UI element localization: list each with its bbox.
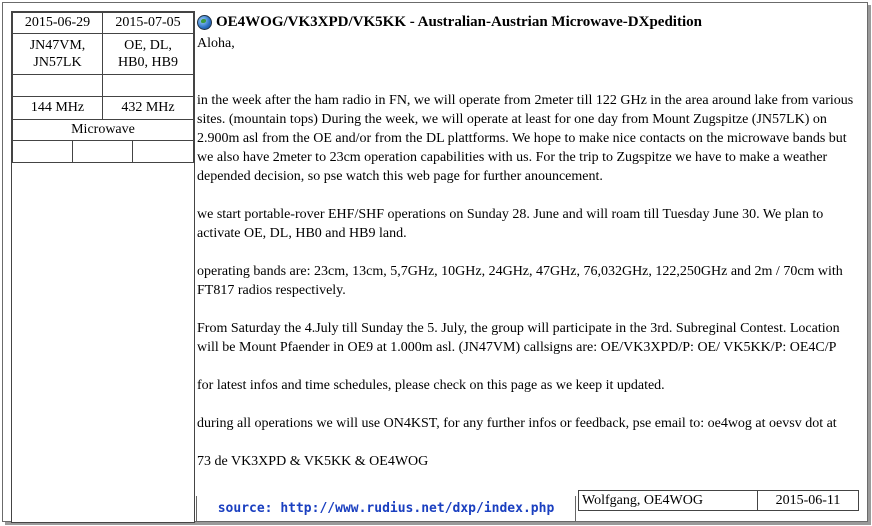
paragraph-6: during all operations we will use ON4KST, for any further infos or feedback, pse email to: oe4wog at oevsv dot at (197, 416, 837, 431)
empty-cell-right (102, 74, 194, 97)
mode-label: Microwave (12, 119, 194, 141)
message-title (197, 14, 702, 31)
paragraph-1: in the week after the ham radio in FN, we will operate from 2meter till 122 GHz in the area around lake from various sites. (mountain tops) During the week, we will operate at least for one day from Mount Zugspitze (JN57LK) on 2.900m asl from the OE and/or from the DL plattforms. We hope to make nice contacts on the microwave bands but we also have 2meter to 23cm operation capabilities with us. For the trip to Zugspitze we have to make a weather depended decision, so pse watch this web page for further anouncement. (197, 93, 854, 184)
band-low: 144 MHz (12, 96, 103, 120)
locator-line-1: JN47VM, (29, 38, 86, 53)
message-panel (195, 11, 859, 489)
info-panel (11, 11, 195, 523)
post-date-cell: 2015-06-11 (757, 490, 859, 511)
empty-cell-b (72, 140, 133, 163)
start-date: 2015-06-29 (12, 12, 103, 34)
empty-cell-c (132, 140, 194, 163)
locator-line-2: JN57LK (33, 55, 82, 70)
countries-line-2: HB0, HB9 (118, 55, 178, 70)
paragraph-3: operating bands are: 23cm, 13cm, 5,7GHz, 10GHz, 24GHz, 47GHz, 76,032GHz, 122,250GHz and 2m / 70cm with FT817 radios respectively. (197, 264, 843, 298)
author-cell: Wolfgang, OE4WOG (578, 490, 758, 511)
paragraph-5: for latest infos and time schedules, please check on this page as we keep it updated. (197, 378, 665, 393)
greeting: Aloha, (197, 36, 235, 51)
end-date: 2015-07-05 (102, 12, 194, 34)
countries-line-1: OE, DL, (124, 38, 172, 53)
paragraph-7: 73 de VK3XPD & VK5KK & OE4WOG (197, 454, 429, 469)
empty-cell-left (12, 74, 103, 97)
locator-cell (12, 33, 103, 75)
paragraph-2: we start portable-rover EHF/SHF operations on Sunday 28. June and will roam till Tuesday June 30. We plan to activate OE, DL, HB0 and HB9 land. (197, 207, 824, 241)
source-link[interactable]: source: http://www.rudius.net/dxp/index.php (196, 496, 576, 522)
globe-icon (197, 15, 212, 30)
message-title-text: OE4WOG/VK3XPD/VK5KK - Australian-Austrian Microwave-DXpedition (216, 14, 702, 30)
band-high: 432 MHz (102, 96, 194, 120)
empty-cell-a (12, 140, 73, 163)
paragraph-4: From Saturday the 4.July till Sunday the 5. July, the group will participate in the 3rd. Subreginal Contest. Location will be Mount Pfaender in OE9 at 1.000m asl. (JN47VM) callsigns are: OE/VK3XPD/P: OE/ VK5KK/P: OE4C/P (197, 321, 840, 355)
message-body (197, 34, 859, 490)
countries-cell (102, 33, 194, 75)
